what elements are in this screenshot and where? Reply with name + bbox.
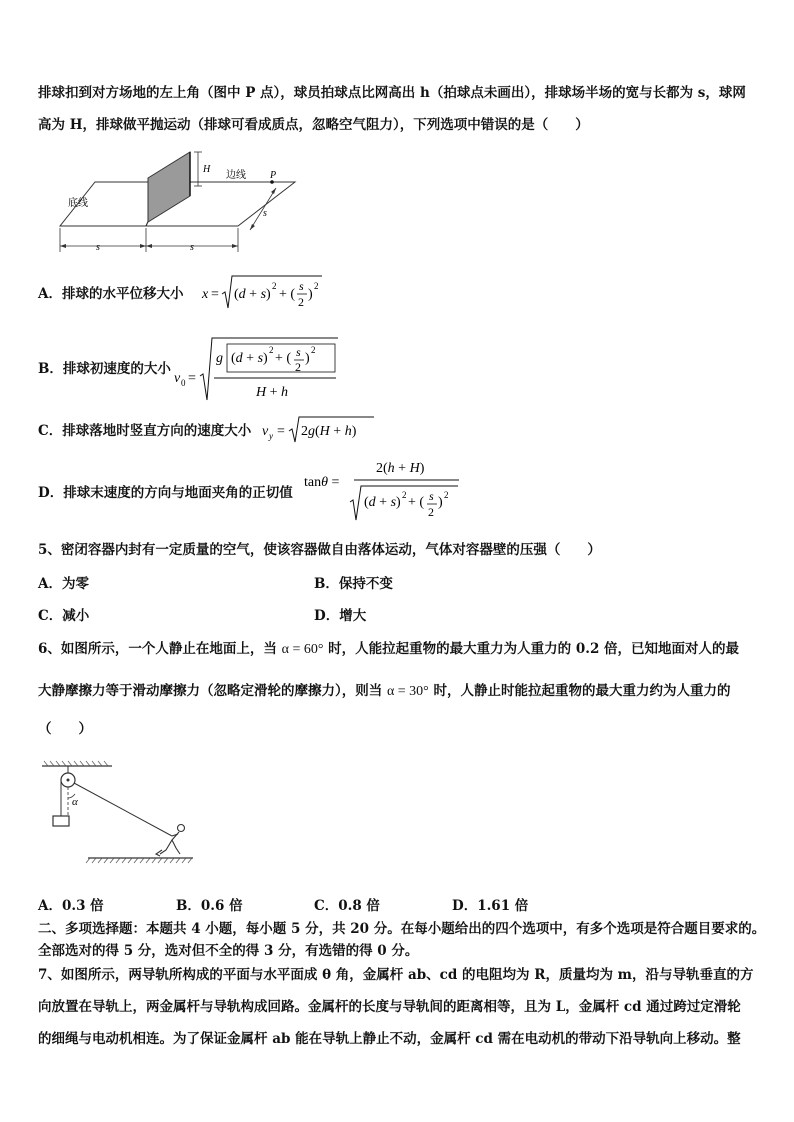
- svg-text:(d + s): (d + s): [231, 351, 268, 366]
- svg-text:2: 2: [295, 360, 301, 374]
- q7-line2: 向放置在导轨上，两金属杆与导轨构成回路。金属杆的长度与导轨间的距离相等，且为 L，金属杆 cd 通过跨过定滑轮: [38, 999, 741, 1015]
- svg-text:s: s: [429, 489, 434, 503]
- svg-text:+ (: + (: [279, 287, 296, 302]
- svg-text:H + h: H + h: [256, 385, 289, 400]
- section2-line2: 全部选对的得 5 分，选对但不全的得 3 分，有选错的得 0 分。: [38, 943, 419, 959]
- label-bianxian: 边线: [226, 170, 246, 181]
- svg-text:2: 2: [269, 345, 274, 355]
- svg-text:2: 2: [444, 490, 449, 500]
- section2-line1: 二、多项选择题：本题共 4 小题，每小题 5 分，共 20 分。在每小题给出的四个选项中，有多个选项是符合题目要求的。: [38, 921, 766, 937]
- pulley-person-figure: [38, 758, 198, 870]
- q4-stem-line2: 高为 H，排球做平抛运动（排球可看成质点，忽略空气阻力），下列选项中错误的是（ ）: [38, 117, 589, 133]
- svg-text:+ (: + (: [408, 495, 425, 510]
- volleyball-court-figure: [50, 148, 310, 258]
- svg-text:s: s: [296, 345, 301, 359]
- svg-text:2: 2: [314, 281, 319, 291]
- svg-text:v: v: [262, 424, 269, 439]
- q5-option-a: A．为零: [38, 576, 89, 592]
- q7-line3: 的细绳与电动机相连。为了保证金属杆 ab 能在导轨上静止不动，金属杆 cd 需在电动机的带动下沿导轨向上移动。整: [38, 1031, 741, 1047]
- q6-stem-line1: [38, 640, 739, 659]
- svg-text:tanθ =: tanθ =: [304, 475, 340, 490]
- q4-option-d-formula: [304, 458, 466, 524]
- svg-text:2(h + H): 2(h + H): [376, 461, 425, 476]
- label-s-bottom-left: s: [96, 242, 100, 253]
- svg-text:0: 0: [181, 378, 186, 388]
- q4-option-a-text: A．排球的水平位移大小: [38, 286, 184, 302]
- svg-text:v: v: [174, 371, 181, 386]
- svg-text:=: =: [277, 424, 285, 439]
- label-H: H: [203, 164, 211, 175]
- q4-option-c-formula: [262, 415, 382, 445]
- net: [148, 152, 190, 222]
- svg-text:2: 2: [402, 490, 407, 500]
- q4-option-d-text: D．排球末速度的方向与地面夹角的正切值: [38, 485, 293, 501]
- label-s-side: s: [263, 208, 267, 219]
- svg-text:(d + s): (d + s): [364, 495, 401, 510]
- q4-option-b-text: B．排球初速度的大小: [38, 361, 171, 377]
- q6-option-d: D．1.61 倍: [452, 898, 529, 914]
- q7-line1: 7、如图所示，两导轨所构成的平面与水平面成 θ 角，金属杆 ab、cd 的电阻均为 R，质量均为 m，沿与导轨垂直的方: [38, 967, 754, 983]
- svg-text:2: 2: [428, 505, 434, 519]
- svg-text:2: 2: [298, 295, 304, 309]
- svg-text:2g(H + h): 2g(H + h): [301, 424, 357, 439]
- svg-text:=: =: [188, 371, 196, 386]
- svg-text:y: y: [269, 431, 273, 441]
- q6-stem-line2: [38, 682, 731, 701]
- q6-angle-30: α = 30°: [386, 684, 429, 699]
- label-P: P: [270, 170, 277, 181]
- svg-text:): ): [308, 287, 313, 302]
- svg-text:): ): [305, 351, 310, 366]
- svg-text:s: s: [299, 279, 304, 293]
- q5-option-d: D．增大: [314, 608, 367, 624]
- svg-text:x: x: [202, 287, 209, 302]
- svg-text:g: g: [216, 351, 223, 366]
- q5-stem: 5、密闭容器内封有一定质量的空气，使该容器做自由落体运动，气体对容器壁的压强（ ）: [38, 542, 601, 558]
- q6-stem-line1-b: 时，人能拉起重物的最大重力为人重力的 0.2 倍，已知地面对人的最: [328, 641, 740, 657]
- q6-stem-line2-a: 大静摩擦力等于滑动摩擦力（忽略定滑轮的摩擦力），则当: [38, 683, 383, 699]
- hanging-weight: [53, 816, 69, 826]
- svg-text:): ): [438, 495, 443, 510]
- label-dixian: 底线: [68, 198, 88, 209]
- svg-text:2: 2: [272, 281, 277, 291]
- svg-text:2: 2: [311, 345, 316, 355]
- q5-option-b: B．保持不变: [314, 576, 393, 592]
- q4-option-c-text: C．排球落地时竖直方向的速度大小: [38, 423, 252, 439]
- q6-option-c: C．0.8 倍: [314, 898, 380, 914]
- q6-stem-line1-a: 6、如图所示，一个人静止在地面上，当: [38, 641, 277, 657]
- q6-option-b: B．0.6 倍: [176, 898, 243, 914]
- q6-stem-line2-b: 时，人静止时能拉起重物的最大重力约为人重力的: [433, 683, 731, 699]
- q6-option-a: A．0.3 倍: [38, 898, 104, 914]
- q6-stem-line3: （ ）: [38, 721, 92, 737]
- svg-text:=: =: [211, 287, 219, 302]
- q4-option-a-formula: [202, 272, 332, 312]
- q6-angle-60: α = 60°: [281, 642, 324, 657]
- svg-text:(d + s): (d + s): [234, 287, 271, 302]
- svg-text:+ (: + (: [275, 351, 292, 366]
- label-alpha: α: [72, 796, 78, 808]
- q4-stem-line1: 排球扣到对方场地的左上角（图中 P 点），球员拍球点比网高出 h（拍球点未画出），排球场半场的宽与长都为 s，球网: [38, 85, 746, 101]
- label-s-bottom-right: s: [190, 242, 194, 253]
- q5-option-c: C．减小: [38, 608, 90, 624]
- q4-option-b-formula: [174, 336, 344, 402]
